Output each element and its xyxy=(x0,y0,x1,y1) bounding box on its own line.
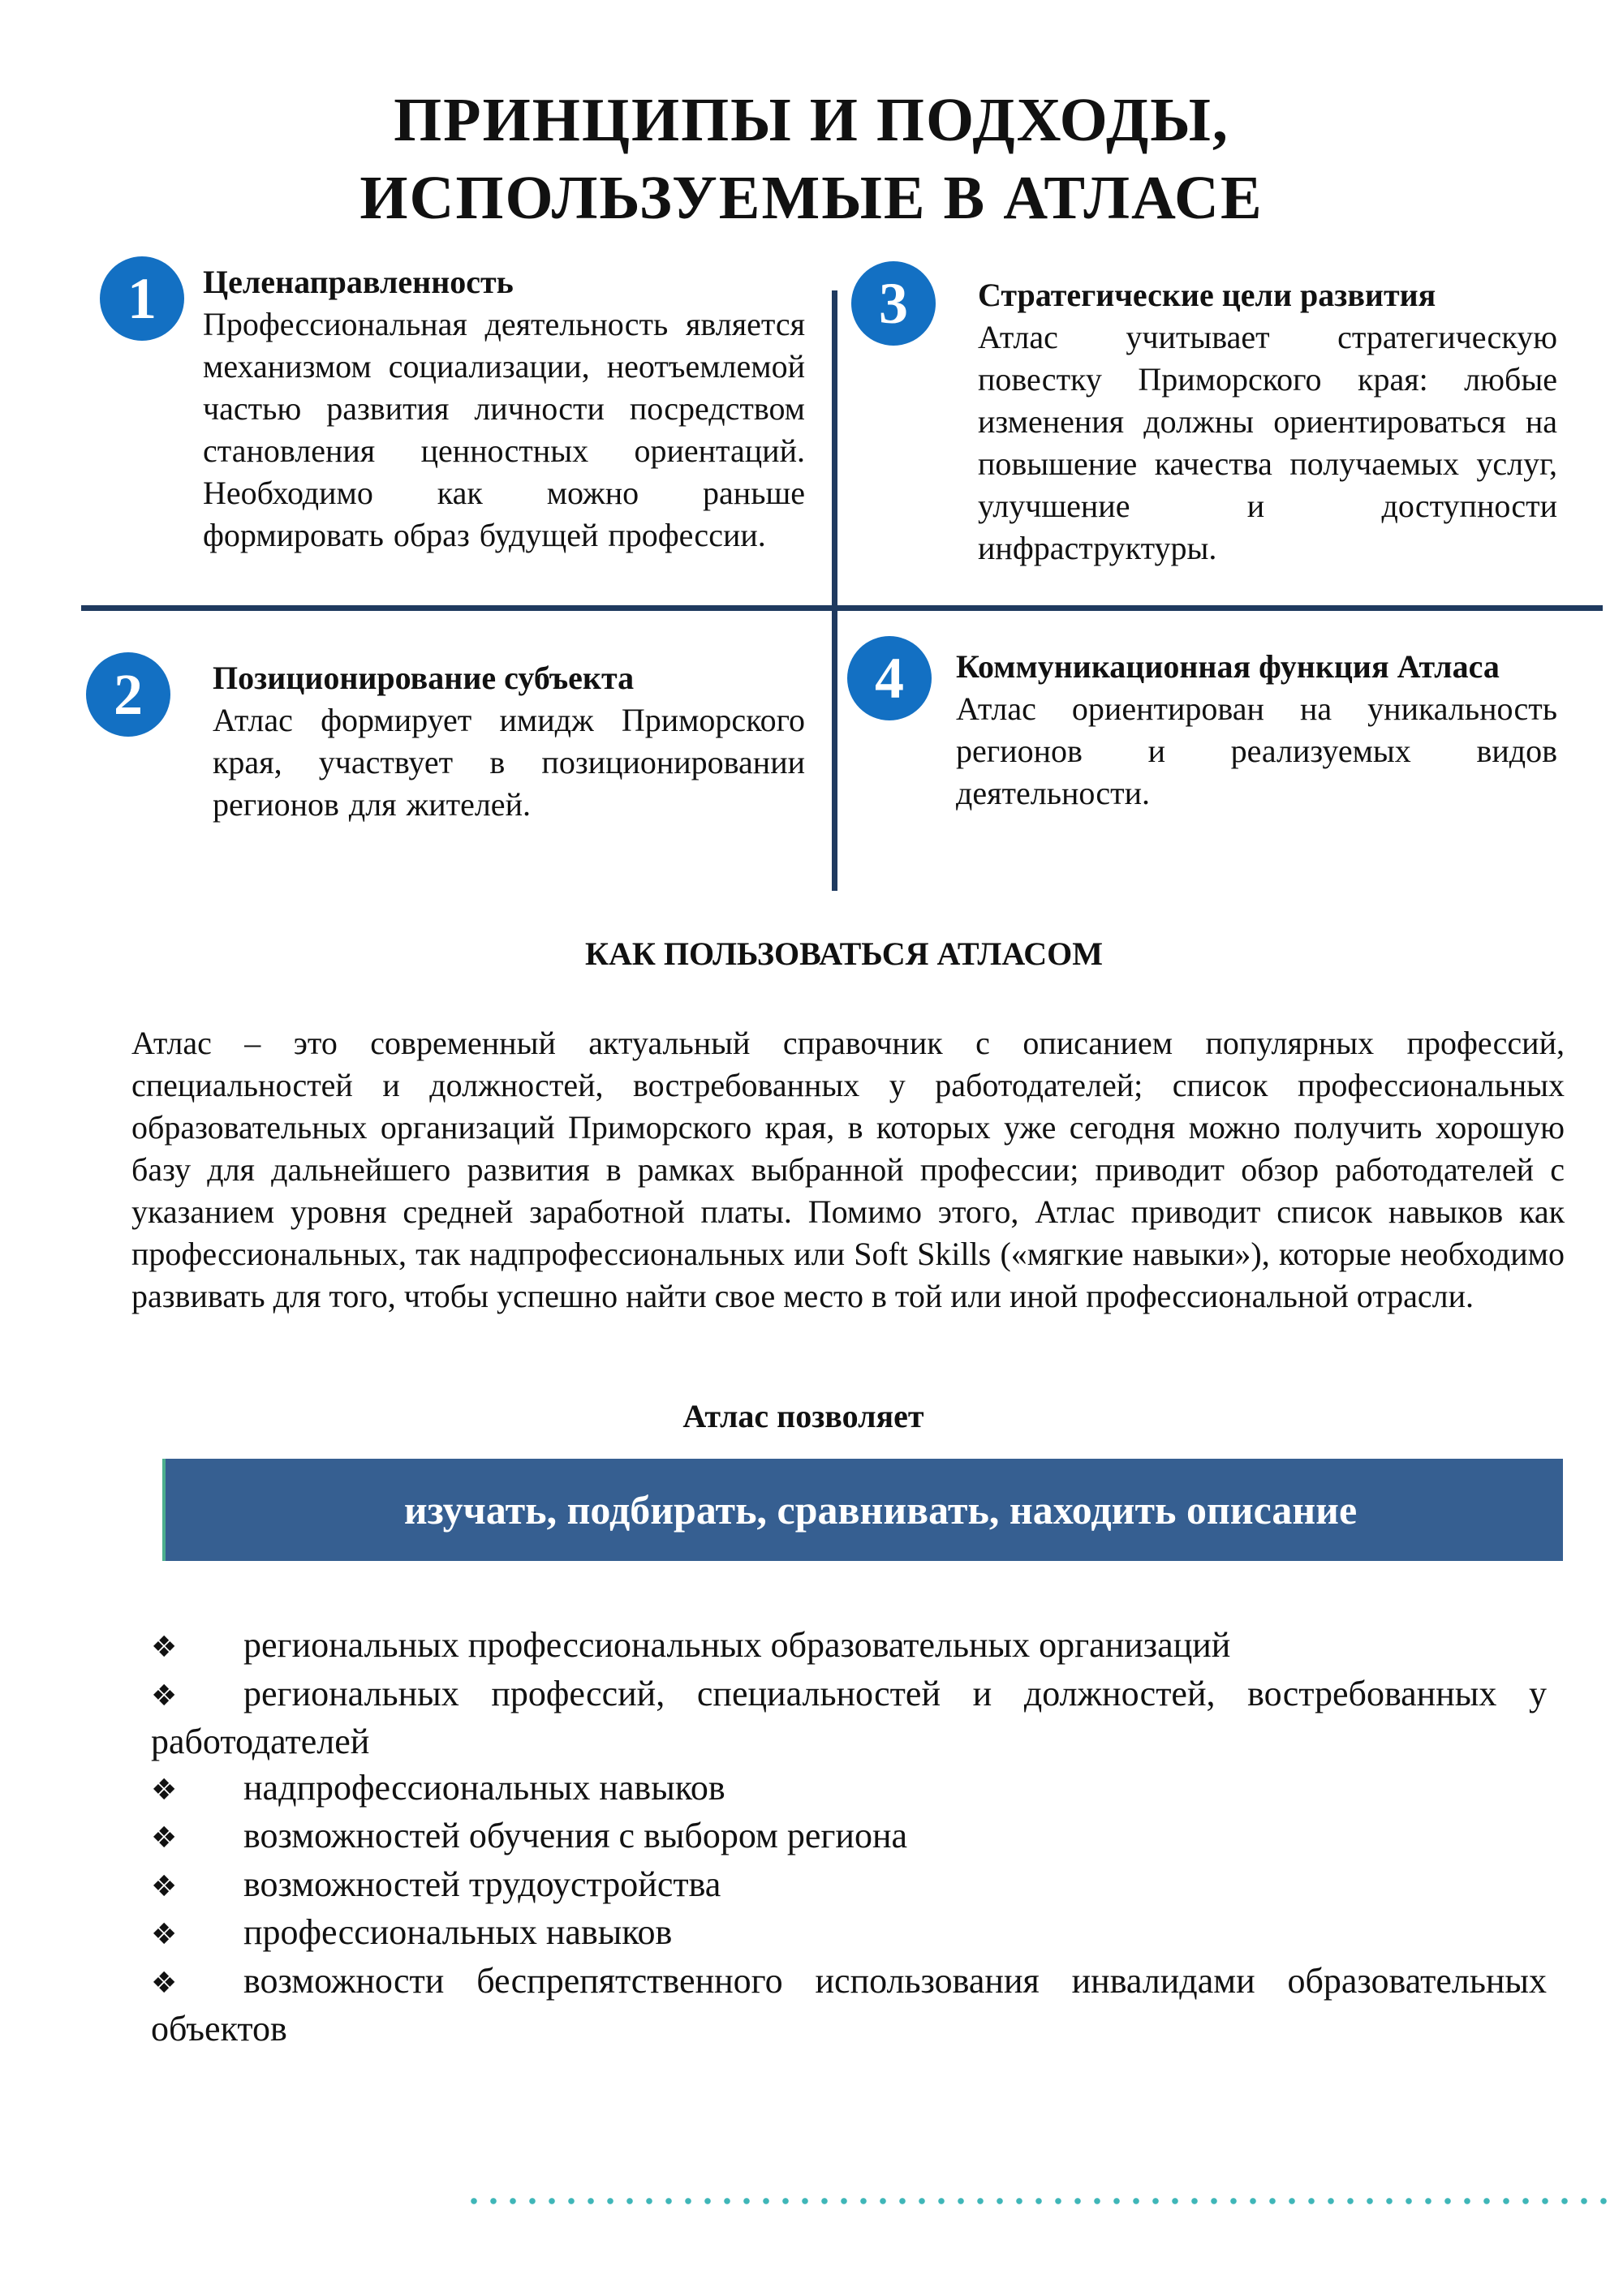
diamond-bullet-icon: ❖ xyxy=(151,1773,178,1807)
list-item xyxy=(151,1765,1547,1814)
list-item-text: региональных профессиональных образовательных организаций xyxy=(243,1625,1231,1665)
principle-1-number-badge: 1 xyxy=(100,256,184,341)
diamond-bullet-icon: ❖ xyxy=(151,1679,178,1713)
horizontal-divider xyxy=(81,605,1603,611)
page-title-line-2: ИСПОЛЬЗУЕМЫЕ В АТЛАСЕ xyxy=(359,164,1264,232)
page-title-line-1: ПРИНЦИПЫ И ПОДХОДЫ, xyxy=(394,86,1229,154)
principle-3-title: Стратегические цели развития xyxy=(978,277,1436,313)
list-item xyxy=(151,1813,1547,1862)
diamond-bullet-icon: ❖ xyxy=(151,1821,178,1855)
list-item xyxy=(151,1862,1547,1911)
principle-4-number-badge: 4 xyxy=(847,636,932,720)
principle-3-block xyxy=(978,274,1557,570)
list-item-text: надпрофессиональных навыков xyxy=(243,1767,725,1808)
list-item-text: возможностей трудоустройства xyxy=(243,1864,721,1904)
principle-2-text: Атлас формирует имидж Приморского края, участвует в позиционировании регионов для жителей. xyxy=(213,702,805,823)
principle-1-text: Профессиональная деятельность является механизмом социализации, неотъемлемой частью развития личности посредством становления ценностных ориентаций. Необходимо как можно раньше формировать образ будущей профессии. xyxy=(203,306,805,553)
actions-banner xyxy=(162,1459,1563,1561)
list-item xyxy=(151,1958,1547,2053)
principle-1-title: Целенаправленность xyxy=(203,264,514,300)
principle-2-title: Позиционирование субъекта xyxy=(213,660,635,696)
principle-4-title: Коммуникационная функция Атласа xyxy=(956,648,1500,685)
diamond-bullet-icon: ❖ xyxy=(151,1869,178,1903)
principle-3-text: Атлас учитывает стратегическую повестку Приморского края: любые изменения должны ориентироваться на повышение качества получаемых услуг, улучшение и доступности инфраструктуры. xyxy=(978,319,1557,566)
principle-2-block xyxy=(213,657,805,826)
section-heading-atlas-allows: Атлас позволяет xyxy=(682,1398,924,1434)
list-item-text: региональных профессий, специальностей и должностей, востребованных у работодателей xyxy=(151,1673,1547,1761)
list-item-text: возможности беспрепятственного использования инвалидами образовательных объектов xyxy=(151,1960,1547,2049)
principle-4-block xyxy=(956,646,1557,815)
principle-2-number-badge: 2 xyxy=(86,652,170,737)
principle-3-number-badge: 3 xyxy=(851,261,936,346)
list-item-text: профессиональных навыков xyxy=(243,1912,673,1952)
features-list xyxy=(151,1623,1547,2053)
list-item xyxy=(151,1671,1547,1765)
principle-4-text: Атлас ориентирован на уникальность регионов и реализуемых видов деятельности. xyxy=(956,690,1557,811)
section-heading-how-to-use: КАК ПОЛЬЗОВАТЬСЯ АТЛАСОМ xyxy=(584,935,1104,972)
diamond-bullet-icon: ❖ xyxy=(151,1631,178,1664)
principle-1-block xyxy=(203,261,805,557)
decorative-dotted-line xyxy=(464,2197,1608,2205)
diamond-bullet-icon: ❖ xyxy=(151,1966,178,2000)
list-item xyxy=(151,1910,1547,1958)
list-item xyxy=(151,1623,1547,1671)
vertical-divider xyxy=(832,290,837,891)
actions-banner-text: изучать, подбирать, сравнивать, находить описание xyxy=(403,1487,1358,1533)
list-item-text: возможностей обучения с выбором региона xyxy=(243,1816,908,1855)
page-title xyxy=(0,81,1623,237)
diamond-bullet-icon: ❖ xyxy=(151,1918,178,1951)
how-to-use-paragraph: Атлас – это современный актуальный справочник с описанием популярных профессий, специальностей и должностей, востребованных у работодателей; список профессиональных образовательных организаций Приморского края, в которых уже сегодня можно получить хорошую базу для дальнейшего развития в рамках выбранной профессии; приводит обзор работодателей с указанием уровня средней заработной платы. Помимо этого, Атлас приводит список навыков как профессиональных, так надпрофессиональных или Soft Skills («мягкие навыки»), которые необходимо развивать для того, чтобы успешно найти свое место в той или иной профессиональной отрасли. xyxy=(131,1025,1565,1314)
